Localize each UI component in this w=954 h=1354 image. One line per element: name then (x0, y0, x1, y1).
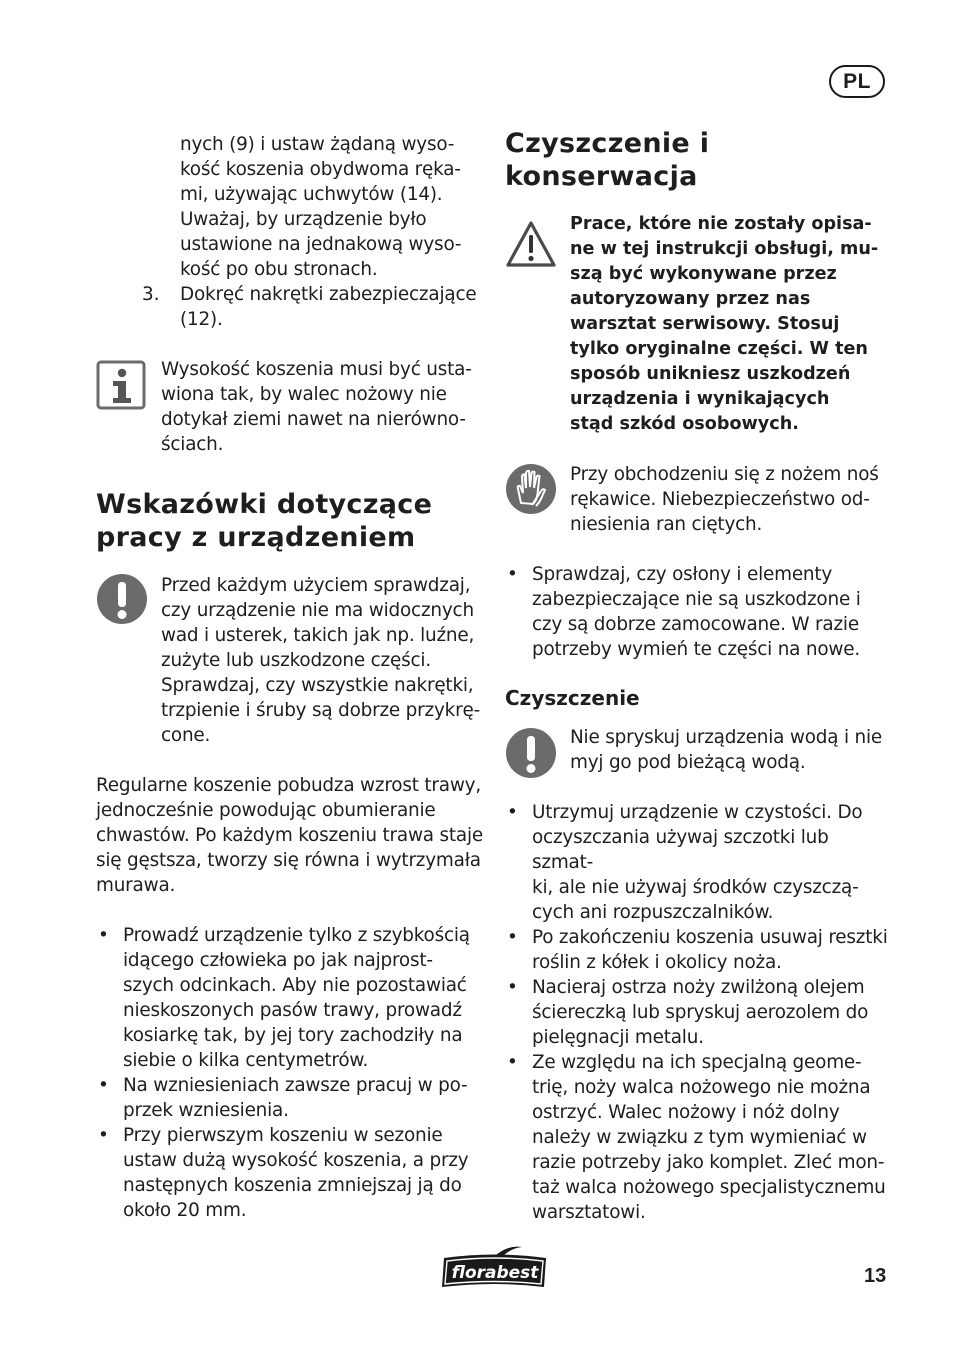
text-line: trię, noży walca nożowego nie można (532, 1077, 871, 1098)
text-line: wad i usterek, takich jak np. luźne, (161, 625, 475, 646)
text-line: tylko oryginalne części. W ten (570, 339, 868, 359)
text-line: jednocześnie powodując obumieranie (96, 800, 436, 821)
text-line: niesienia ran ciętych. (570, 514, 763, 535)
text-line: należy w związku z tym wymieniać w (532, 1127, 867, 1148)
list-item (96, 1073, 484, 1123)
text-line: ściach. (161, 434, 224, 455)
bullet-list (505, 562, 895, 662)
language-badge: PL (829, 65, 885, 98)
bullet-list (505, 800, 895, 1225)
text-line: nieskoszonych pasów trawy, prowadź (123, 1000, 462, 1021)
text-line: warsztatowi. (532, 1202, 646, 1223)
body-paragraph (96, 773, 484, 898)
text-line: ne w tej instrukcji obsługi, mu- (570, 239, 879, 259)
text-line: stąd szkód osobowych. (570, 414, 799, 434)
text-line: ostrzyć. Walec nożowy i nóż dolny (532, 1102, 840, 1123)
list-item (96, 923, 484, 1073)
text-line: rękawice. Niebezpieczeństwo od- (570, 489, 870, 510)
text-line: (12). (180, 309, 223, 330)
text-line: kość po obu stronach. (180, 259, 378, 280)
brand-logo (438, 1245, 552, 1295)
heading-line: konserwacja (505, 161, 698, 192)
text-line: • Nacieraj ostrza noży zwilżoną olejem (532, 977, 865, 998)
info-icon (96, 360, 146, 414)
text-line: • Sprawdzaj, czy osłony i elementy (532, 564, 833, 585)
exclamation-icon (505, 727, 557, 783)
text-line: warsztat serwisowy. Stosuj (570, 314, 840, 334)
bullet-list (96, 923, 484, 1223)
section-heading (96, 488, 484, 554)
text-line: urządzenia i wynikających (570, 389, 830, 409)
text-line: kość koszenia obydwoma ręka- (180, 159, 461, 180)
right-column (505, 127, 895, 1225)
warning-triangle-note (505, 212, 895, 437)
text-line: się gęstsza, tworzy się równa i wytrzymała (96, 850, 481, 871)
list-item (505, 1050, 895, 1225)
step-continuation (96, 132, 484, 282)
text-line: Nie spryskuj urządzenia wodą i nie (570, 727, 882, 748)
text-line: sposób unikniesz uszkodzeń (570, 364, 851, 384)
text-line: • Po zakończeniu koszenia usuwaj resztki (532, 927, 888, 948)
text-line: oczyszczania używaj szczotki lub szmat- (532, 827, 829, 873)
text-line: razie potrzeby jako komplet. Zleć mon- (532, 1152, 885, 1173)
text-line: Uważaj, by urządzenie było (180, 209, 427, 230)
text-line: pielęgnacji metalu. (532, 1027, 704, 1048)
list-item (505, 562, 895, 662)
text-line: ustaw dużą wysokość koszenia, a przy (123, 1150, 469, 1171)
text-line: czy urządzenie nie ma widocznych (161, 600, 474, 621)
text-line: myj go pod bieżącą wodą. (570, 752, 806, 773)
text-line: Przed każdym użyciem sprawdzaj, (161, 575, 471, 596)
text-line: • Prowadź urządzenie tylko z szybkością (123, 925, 470, 946)
text-line: • Ze względu na ich specjalną geome- (532, 1052, 862, 1073)
gloves-icon (505, 463, 557, 519)
text-line: murawa. (96, 875, 176, 896)
text-line: cych ani rozpuszczalników. (532, 902, 774, 923)
text-line: następnych koszenia zmniejszaj ją do (123, 1175, 462, 1196)
step-3 (96, 282, 484, 332)
text-line: cone. (161, 725, 211, 746)
text-line: • Na wzniesieniach zawsze pracuj w po- (123, 1075, 468, 1096)
text-line: idącego człowieka po jak najprost- (123, 950, 433, 971)
heading-line: Wskazówki dotyczące (96, 489, 433, 520)
exclamation-icon (96, 573, 148, 629)
text-line: Przy obchodzeniu się z nożem noś (570, 464, 879, 485)
list-item (505, 800, 895, 925)
text-line: nych (9) i ustaw żądaną wyso- (180, 134, 455, 155)
text-line: około 20 mm. (123, 1200, 247, 1221)
section-heading (505, 127, 895, 193)
warning-note (505, 725, 895, 775)
info-note (96, 357, 484, 457)
text-line: potrzeby wymień te części na nowe. (532, 639, 861, 660)
list-item (505, 975, 895, 1050)
warning-note (96, 573, 484, 748)
step-number: 3. (142, 284, 160, 305)
text-line: zabezpieczające nie są uszkodzone i (532, 589, 861, 610)
text-line: Prace, które nie zostały opisa- (570, 214, 872, 234)
text-line: dotykał ziemi nawet na nierówno- (161, 409, 466, 430)
text-line: • Utrzymuj urządzenie w czystości. Do (532, 802, 863, 823)
text-line: przek wzniesienia. (123, 1100, 289, 1121)
left-column (96, 132, 484, 1223)
text-line: Wysokość koszenia musi być usta- (161, 359, 472, 380)
subsection-heading: Czyszczenie (505, 686, 640, 710)
step-list (96, 282, 484, 332)
brand-wordmark: florabest (451, 1263, 539, 1283)
page-number: 13 (864, 1265, 887, 1287)
text-line: szą być wykonywane przez (570, 264, 837, 284)
text-line: wiona tak, by walec nożowy nie (161, 384, 447, 405)
heading-line: pracy z urządzeniem (96, 522, 416, 553)
text-line: taż walca nożowego specjalistycznemu (532, 1177, 886, 1198)
text-line: ściereczką lub spryskuj aerozolem do (532, 1002, 869, 1023)
heading-line: Czyszczenie i (505, 128, 710, 159)
text-line: ki, ale nie używaj środków czyszczą- (532, 877, 859, 898)
text-line: siebie o kilka centymetrów. (123, 1050, 369, 1071)
list-item (505, 925, 895, 975)
text-line: trzpienie i śruby są dobrze przykrę- (161, 700, 481, 721)
text-line: Sprawdzaj, czy wszystkie nakrętki, (161, 675, 474, 696)
text-line: Dokręć nakrętki zabezpieczające (180, 284, 477, 305)
text-line: • Przy pierwszym koszeniu w sezonie (123, 1125, 443, 1146)
text-line: Regularne koszenie pobudza wzrost trawy, (96, 775, 481, 796)
list-item (96, 1123, 484, 1223)
text-line: roślin z kółek i okolicy noża. (532, 952, 782, 973)
warning-triangle-icon (505, 220, 557, 272)
text-line: czy są dobrze zamocowane. W razie (532, 614, 859, 635)
text-line: autoryzowany przez nas (570, 289, 811, 309)
glove-note (505, 462, 895, 537)
text-line: ustawione na jednakową wyso- (180, 234, 462, 255)
text-line: chwastów. Po każdym koszeniu trawa staje (96, 825, 484, 846)
text-line: zużyte lub uszkodzone części. (161, 650, 431, 671)
text-line: mi, używając uchwytów (14). (180, 184, 443, 205)
text-line: kosiarkę tak, by jej tory zachodziły na (123, 1025, 463, 1046)
text-line: szych odcinkach. Aby nie pozostawiać (123, 975, 467, 996)
